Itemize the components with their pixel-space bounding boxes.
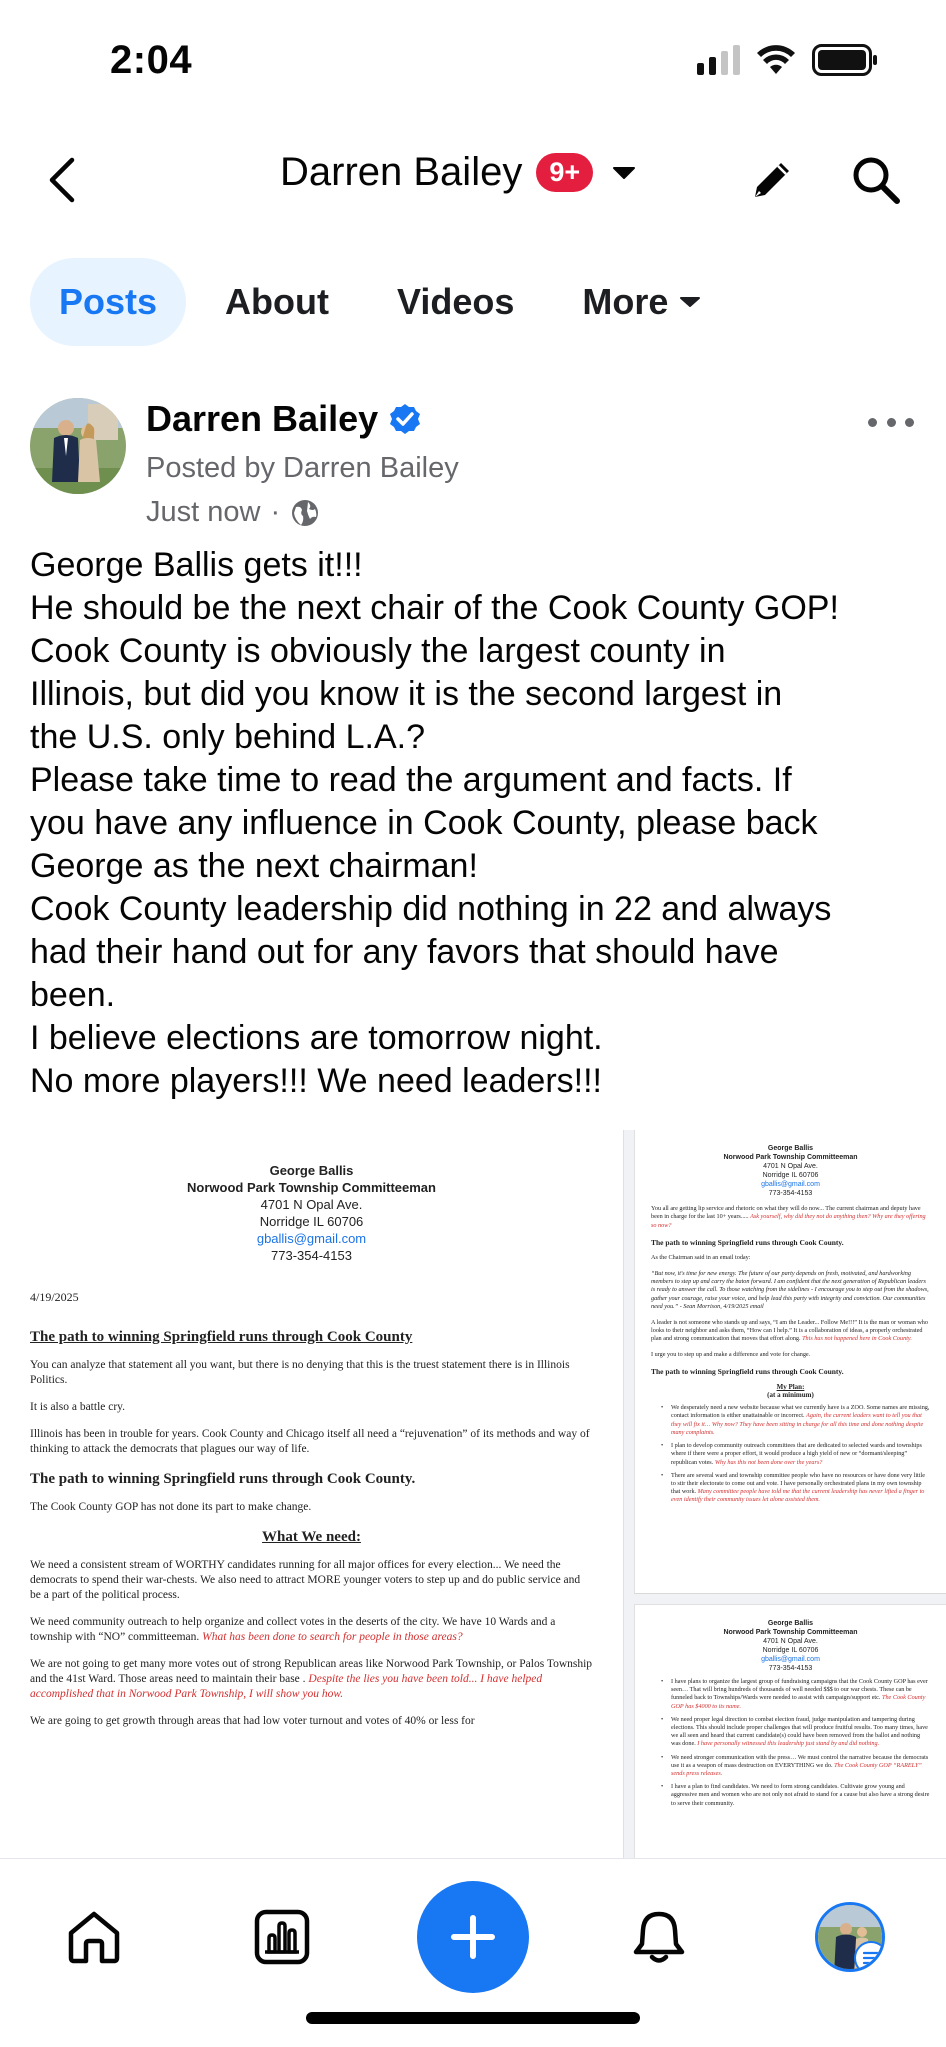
post-line: Illinois, but did you know it is the second largest in — [30, 675, 783, 713]
posted-by: Posted by Darren Bailey — [146, 452, 459, 484]
doc-subheading: The path to winning Springfield runs through Cook County. — [651, 1367, 844, 1377]
author-name[interactable]: Darren Bailey — [146, 398, 379, 439]
search-button[interactable] — [846, 150, 906, 210]
caret-down-icon — [678, 294, 702, 310]
page-header — [0, 140, 946, 220]
doc-text: There are several ward and township committee people who have no resources or have done very little to stir their electorate to come out and vote. I have personally orchestrated plans in my own township that work. — [671, 1471, 925, 1496]
nav-notifications-button[interactable] — [609, 1887, 709, 1987]
post-line: the U.S. only behind L.A.? — [30, 718, 426, 756]
letterhead-email: gballis@gmail.com — [761, 1181, 820, 1188]
doc-heading: The path to winning Springfield runs through Cook County — [30, 1329, 413, 1345]
post-line: No more players!!! We need leaders!!! — [30, 1062, 602, 1100]
post-timestamp[interactable]: Just now — [146, 496, 261, 528]
bell-icon — [630, 1908, 688, 1966]
post-line: He should be the next chair of the Cook County GOP! — [30, 589, 839, 627]
doc-red-text: The Cook County GOP “RARELY” sends press releases. — [671, 1761, 922, 1778]
doc-quote: “But now, it's time for new energy. The future of our party depends on fresh, motivated, and hardworking members to step up and carry the baton forward. I am confident that the next generation of Republican leaders is ready to answer the call. To those watching from the sidelines - I encourage you to step out from the shadows, gather your courage, raise your voice, and help lead this party with integrity and conviction. Our communities need you.” - Sean Morrison, 4/19/2025 email — [651, 1269, 929, 1311]
post-photo-main[interactable] — [0, 1130, 624, 1862]
doc-red-text: The Cook County GOP has $4000 to its name. — [671, 1694, 926, 1710]
letterhead — [651, 1619, 930, 1673]
globe-icon — [290, 498, 320, 528]
post-line: Cook County is obviously the largest county in — [30, 632, 726, 670]
plus-icon — [444, 1908, 502, 1966]
doc-text: We need proper legal direction to combat election fraud, judge manipulation and tampering during elections. This should include proper challenges that will produce fruitful results. Too many times, have we all seen and heard that current candidate(s) could have been removed from the ballot and nothing was done. — [671, 1715, 928, 1748]
doc-paragraph — [30, 1615, 593, 1645]
doc-subheading: The path to winning Springfield runs through Cook County. — [651, 1238, 844, 1248]
edit-button[interactable] — [742, 150, 802, 210]
status-time: 2:04 — [110, 38, 193, 82]
doc-red-text: Ask yourself, why did they not do anything then? Why are they offering so now? — [651, 1213, 926, 1229]
doc-text: We desperately need a new website because what we currently have is a ZOO. Some names are missing, contact information is either unattainable or incorrect. — [671, 1404, 930, 1420]
letterhead-title: Norwood Park Township Committeeman — [187, 1180, 436, 1195]
letterhead-address1: 4701 N Opal Ave. — [763, 1163, 818, 1170]
nav-profile-menu-button[interactable] — [800, 1887, 900, 1987]
doc-text: You all are getting lip service and rhetoric on what they will do now... The current chairman and deputy have been in charge for the last 10+ years..... — [651, 1205, 921, 1221]
author-avatar[interactable] — [30, 398, 126, 494]
doc-text: We are not going to get many more votes out of strong Republican areas like Norwood Park Township, or Palos Township and the 41st Ward. Those areas need to maintain their base . — [30, 1658, 593, 1685]
post-text — [30, 544, 930, 1103]
post-meta — [146, 496, 320, 529]
doc-paragraph: We are going to get growth through areas that had low voter turnout and votes of 40% or less for — [30, 1715, 475, 1727]
doc-red-text: Despite the lies you have been told... I have helped accomplished that in Norwood Park Township, I will show you how. — [30, 1673, 543, 1700]
letterhead-phone: 773-354-4153 — [768, 1190, 813, 1197]
pencil-icon — [747, 155, 797, 205]
doc-paragraph: I urge you to step up and make a difference and vote for change. — [651, 1350, 811, 1358]
nav-create-button[interactable] — [417, 1881, 529, 1993]
insights-icon — [253, 1908, 311, 1966]
doc-text: I have plans to organize the largest group of fundraising campaigns that the Cook County GOP has ever seen… That will bring hundreds of thousands of well needed $$$ to our war chests. These can be funneled back to Townships/Wards were needed to assist with campaign/support etc. — [671, 1678, 928, 1702]
letterhead-phone: 773-354-4153 — [271, 1248, 352, 1263]
status-bar — [0, 0, 946, 120]
doc-plan-sub: (at a minimum) — [767, 1391, 814, 1400]
post-line: been. — [30, 976, 116, 1014]
media-divider — [634, 1594, 946, 1604]
letterhead-address1: 4701 N Opal Ave. — [763, 1638, 818, 1645]
doc-plan-title: My Plan: — [776, 1383, 805, 1392]
more-dots-icon — [868, 418, 877, 427]
doc-plan-heading — [651, 1383, 930, 1399]
tab-more[interactable] — [553, 258, 731, 346]
tab-about[interactable]: About — [225, 281, 330, 322]
letterhead-name: George Ballis — [269, 1163, 354, 1178]
letterhead-address2: Norridge IL 60706 — [259, 1214, 364, 1229]
notification-badge: 9+ — [536, 153, 593, 192]
back-arrow-icon — [46, 156, 76, 204]
post-line: Cook County leadership did nothing in 22 and always — [30, 890, 832, 928]
doc-red-text: Again, the current leaders want to tell you that they will fix it… Why now? They have been sitting in charge for all this time and done nothing despite many complaints. — [671, 1412, 924, 1436]
doc-bullet — [651, 1678, 930, 1711]
letterhead-address2: Norridge IL 60706 — [762, 1172, 819, 1179]
battery-icon — [812, 44, 878, 76]
status-icons — [697, 44, 878, 76]
doc-red-text: Why has this not been done over the years? — [714, 1458, 823, 1466]
doc-text: We need stronger communication with the press… We must control the narrative because the democrats use it as a weapon of mass destruction on EVERYTHING we do. — [671, 1753, 929, 1769]
wifi-icon — [756, 44, 796, 76]
cellular-signal-icon — [697, 45, 740, 75]
post-photo-2[interactable] — [634, 1130, 946, 1594]
letterhead-phone: 773-354-4153 — [768, 1665, 813, 1672]
doc-date: 4/19/2025 — [30, 1290, 79, 1304]
post-line: had their hand out for any favors that should have — [30, 933, 779, 971]
post-line: George as the next chairman! — [30, 847, 478, 885]
caret-down-icon[interactable] — [607, 156, 641, 190]
letterhead-name: George Ballis — [767, 1620, 814, 1627]
letterhead — [30, 1162, 593, 1264]
doc-bullet — [651, 1754, 930, 1779]
doc-red-text: This has not happened here in Cook County. — [802, 1335, 912, 1343]
doc-bullet — [651, 1472, 930, 1505]
back-button[interactable] — [36, 152, 86, 208]
menu-icon — [854, 1941, 885, 1972]
letterhead-address2: Norridge IL 60706 — [762, 1647, 819, 1654]
letterhead — [651, 1144, 930, 1198]
doc-red-text: I have personally witnessed this leadership just stand by and did nothing. — [697, 1740, 880, 1748]
doc-paragraph: We need a consistent stream of WORTHY candidates running for all major offices for every election... We need the democrats to spend their war-chests. We also need to attract MORE younger voters to step up and do public service and be a part of the political process. — [30, 1559, 581, 1601]
doc-paragraph: It is also a battle cry. — [30, 1401, 126, 1413]
doc-red-text: What has been done to search for people in those areas? — [202, 1631, 463, 1643]
doc-bullet: • I have a plan to find candidates. We need to form strong candidates. Cultivate grow young and aggressive men and women who are not only not afraid to stand for a cause but also have a strong desire to serve their community. — [651, 1783, 930, 1808]
doc-paragraph — [651, 1319, 930, 1344]
post-line: you have any influence in Cook County, please back — [30, 804, 818, 842]
tab-videos[interactable]: Videos — [397, 281, 515, 322]
post-options-button[interactable] — [868, 402, 914, 442]
doc-text: I plan to develop community outreach committees that are dedicated to selected wards and townships where if there were a proper effort, it would produce a high yield of new or “dormant/sleeping” republican votes. — [671, 1442, 922, 1466]
doc-paragraph: Illinois has been in trouble for years. Cook County and Chicago itself all need a “rejuvenation” of its methods and way of thinking to attack the democrats that plagues our way of life. — [30, 1428, 590, 1455]
search-icon — [850, 154, 902, 206]
letterhead-email: gballis@gmail.com — [761, 1656, 820, 1663]
doc-red-text: Many committee people have told me that the current leadership has never lifted a finger to even identify their community issues let alone assisted them. — [671, 1488, 925, 1504]
post-photo-3[interactable] — [634, 1604, 946, 1862]
post-line: I believe elections are tomorrow night. — [30, 1019, 603, 1057]
doc-text: We need community outreach to help organize and collect votes in the deserts of the city. We have 10 Wards and a township with “NO” committeeman. — [30, 1616, 556, 1643]
post-media-grid — [0, 1130, 946, 1862]
verified-badge-icon — [388, 402, 422, 436]
letterhead-title: Norwood Park Township Committeeman — [723, 1629, 858, 1636]
author-row — [146, 398, 422, 440]
doc-subheading: The path to winning Springfield runs through Cook County. — [30, 1471, 416, 1487]
letterhead-name: George Ballis — [767, 1145, 814, 1152]
page-title: Darren Bailey — [280, 150, 523, 194]
home-indicator — [306, 2012, 640, 2024]
home-icon — [65, 1908, 123, 1966]
tab-more-label: More — [582, 281, 669, 322]
doc-bullet — [651, 1442, 930, 1467]
nav-insights-button[interactable] — [232, 1887, 332, 1987]
meta-separator: · — [270, 496, 281, 528]
tab-posts[interactable]: Posts — [30, 258, 186, 346]
doc-paragraph — [30, 1657, 593, 1702]
doc-need-heading: What We need: — [262, 1529, 361, 1545]
doc-text: A leader is not someone who stands up and says, “I am the Leader... Follow Me!!!” It is the man or woman who looks to their neighbor and asks them, “How can I help.” It is a collaboration of ideas, a properly orchestrated plan and strong communication that moves that effort along. — [651, 1318, 928, 1343]
letterhead-title: Norwood Park Township Committeeman — [723, 1154, 858, 1161]
letterhead-address1: 4701 N Opal Ave. — [260, 1197, 363, 1212]
doc-bullet — [651, 1716, 930, 1749]
profile-tabs — [30, 258, 731, 346]
doc-paragraph: You can analyze that statement all you want, but there is no denying that this is the truest statement there is in Illinois Politics. — [30, 1359, 570, 1386]
post-line: Please take time to read the argument and facts. If — [30, 761, 792, 799]
doc-paragraph: As the Chairman said in an email today: — [651, 1254, 751, 1262]
profile-avatar — [815, 1902, 885, 1972]
post-line: George Ballis gets it!!! — [30, 546, 363, 584]
doc-paragraph — [651, 1205, 930, 1230]
media-divider — [624, 1130, 634, 1862]
nav-home-button[interactable] — [44, 1887, 144, 1987]
letterhead-email: gballis@gmail.com — [256, 1231, 367, 1246]
doc-bullet — [651, 1404, 930, 1437]
doc-paragraph: The Cook County GOP has not done its part to make change. — [30, 1501, 312, 1513]
page-switcher[interactable] — [280, 150, 641, 195]
